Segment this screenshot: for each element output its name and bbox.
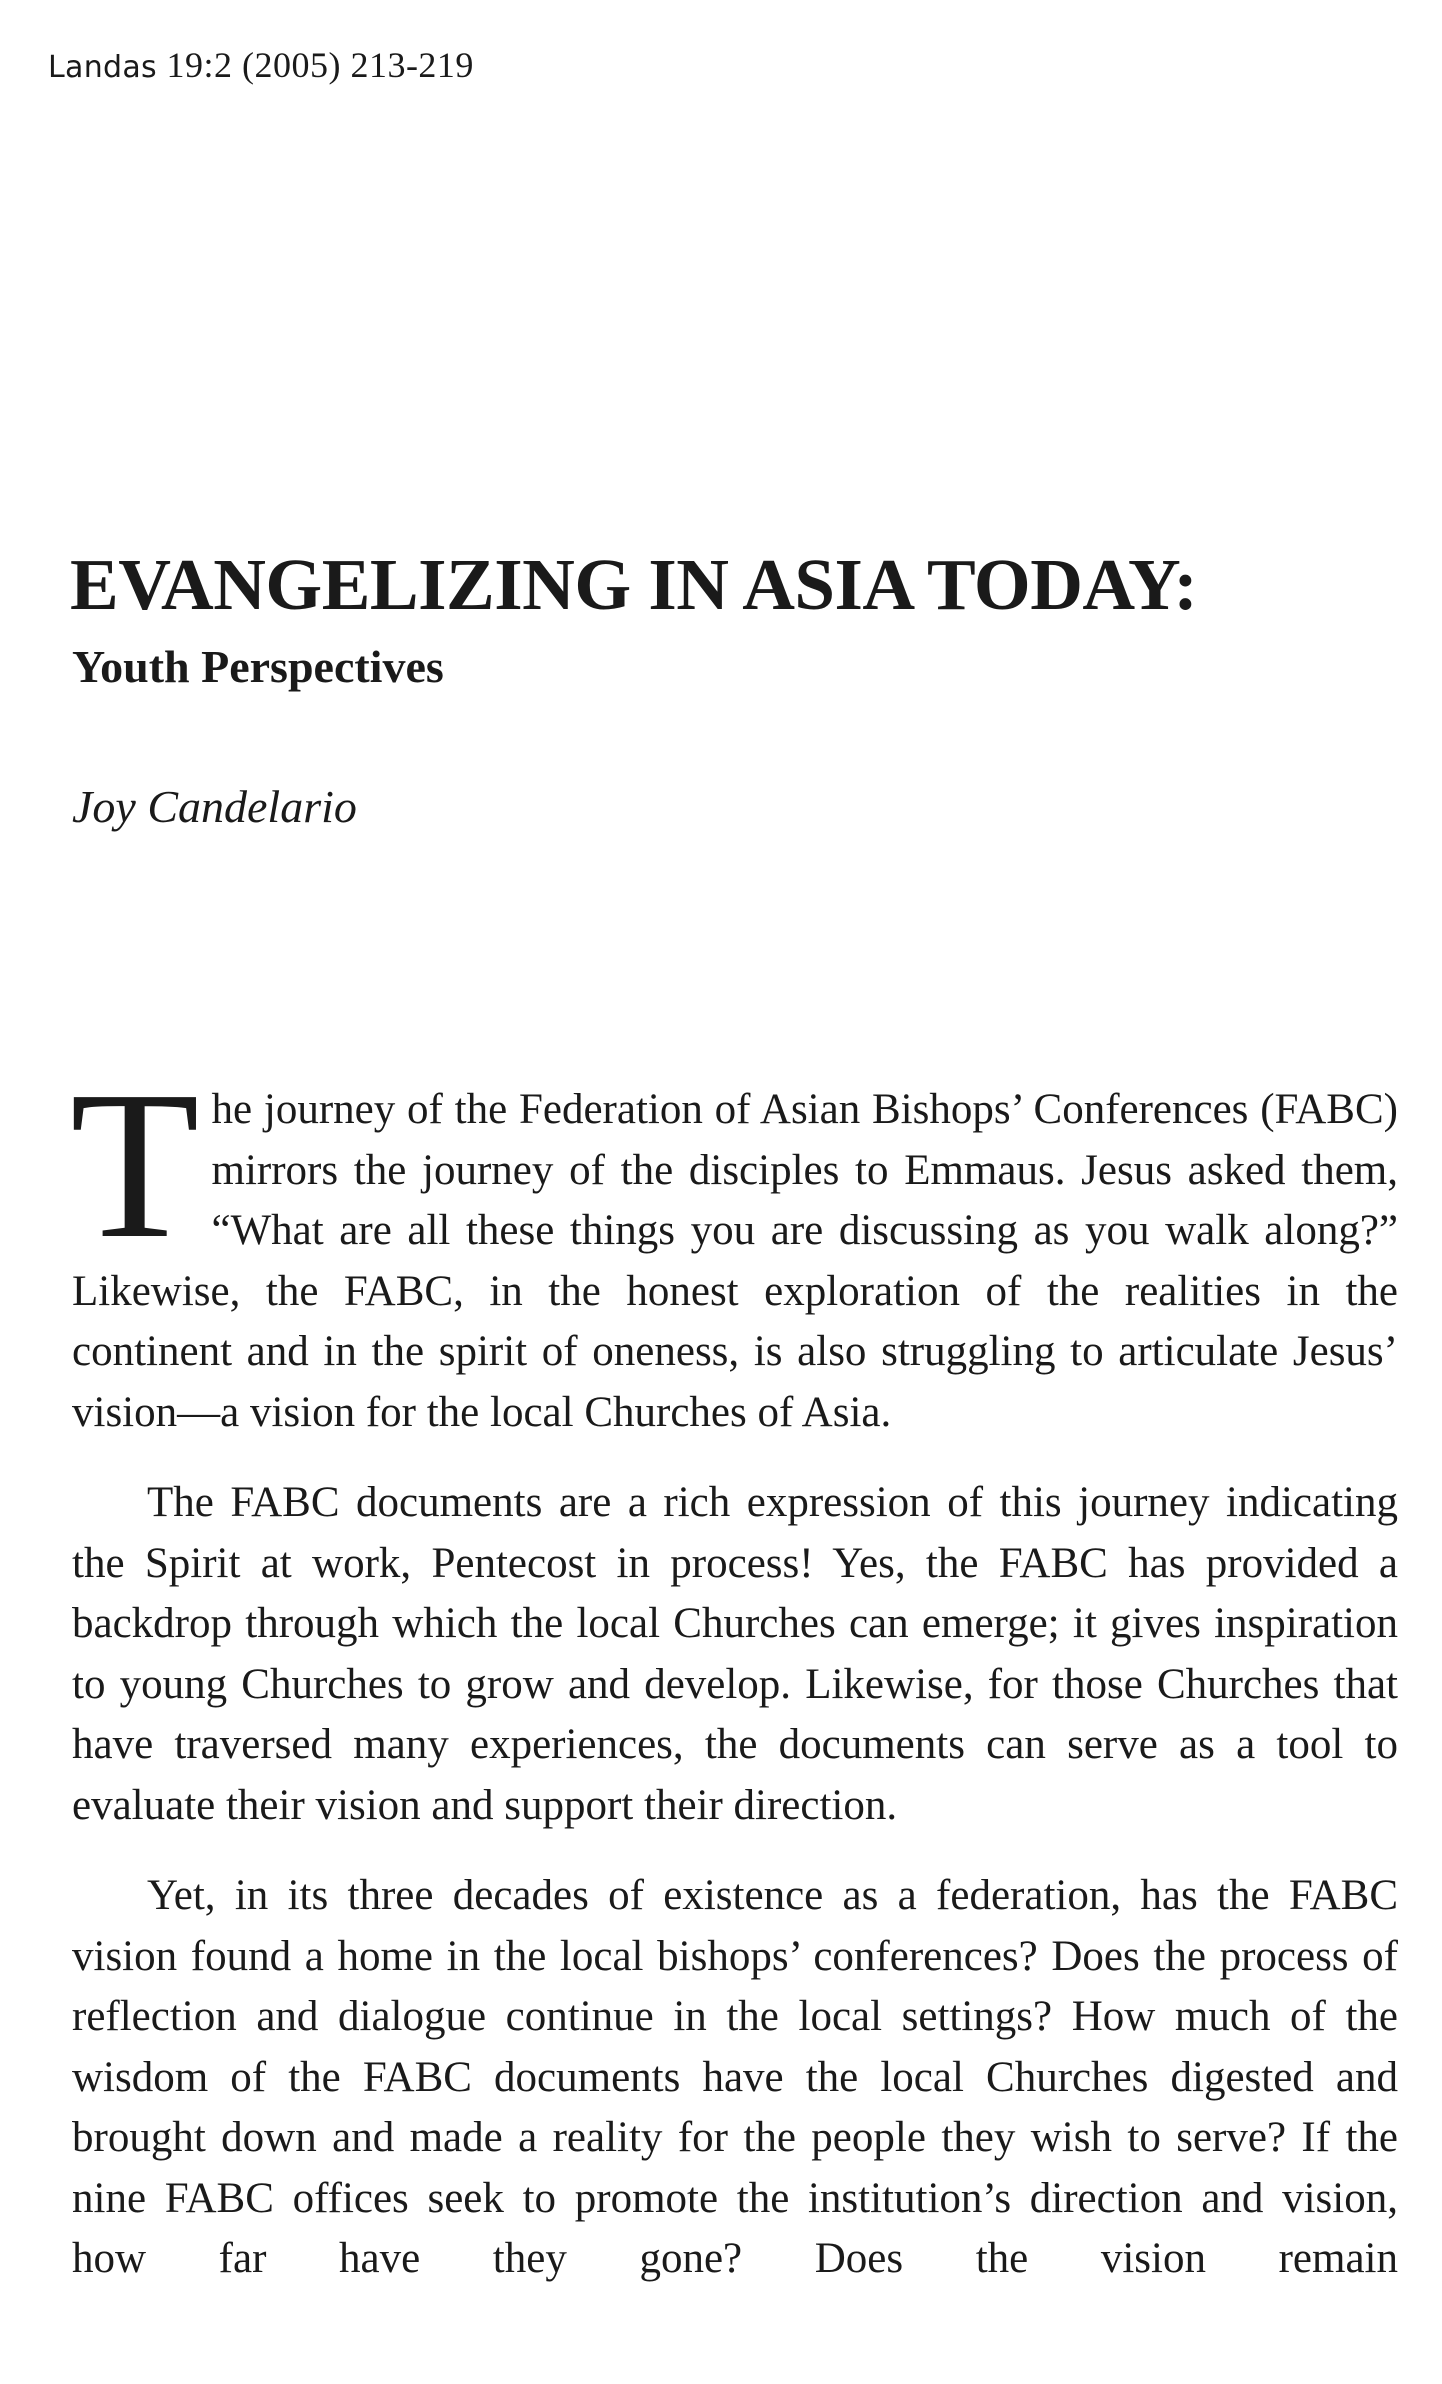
article-title: EVANGELIZING IN ASIA TODAY:	[70, 544, 1198, 625]
article-subtitle: Youth Perspectives	[72, 641, 444, 692]
citation: 19:2 (2005) 213-219	[166, 45, 474, 85]
journal-name: Landas	[48, 50, 157, 85]
paragraph-3: Yet, in its three decades of existence as a federation, has the FABC vision found a home in the local bishops’ conferences? Does the process of reflection and dialogue continue in the local settings? How much of the wisdom of the FABC documents have the local Churches digested and brought down and made a reality for the people they wish to serve? If the nine FABC offices seek to promote the institution’s direction and vision, how far have they gone? Does the vision remain	[72, 1872, 1398, 2282]
running-head	[48, 44, 474, 86]
drop-cap: T	[70, 1047, 200, 1282]
author-name: Joy Candelario	[72, 781, 357, 832]
article-body	[70, 1047, 1398, 2290]
paragraph-1-text: he journey of the Federation of Asian Bishops’ Conferences (FABC) mirrors the journey of the disciples to Emmaus. Jesus asked them, “What are all these things you are discussing as you walk along?” Likewise, the FABC, in the honest exploration of the realities in the continent and in the spirit of oneness, is also struggling to articulate Jesus’ vision—a vision for the local Churches of Asia.	[72, 1086, 1398, 1436]
paragraph-2: The FABC documents are a rich expression of this journey indicating the Spirit at work, Pentecost in process! Yes, the FABC has provided a backdrop through which the local Churches can emerge; it gives inspiration to young Churches to grow and develop. Likewise, for those Churches that have traversed many experiences, the documents can serve as a tool to evaluate their vision and support their direction.	[72, 1479, 1398, 1829]
paragraph-1	[70, 1047, 1398, 1443]
